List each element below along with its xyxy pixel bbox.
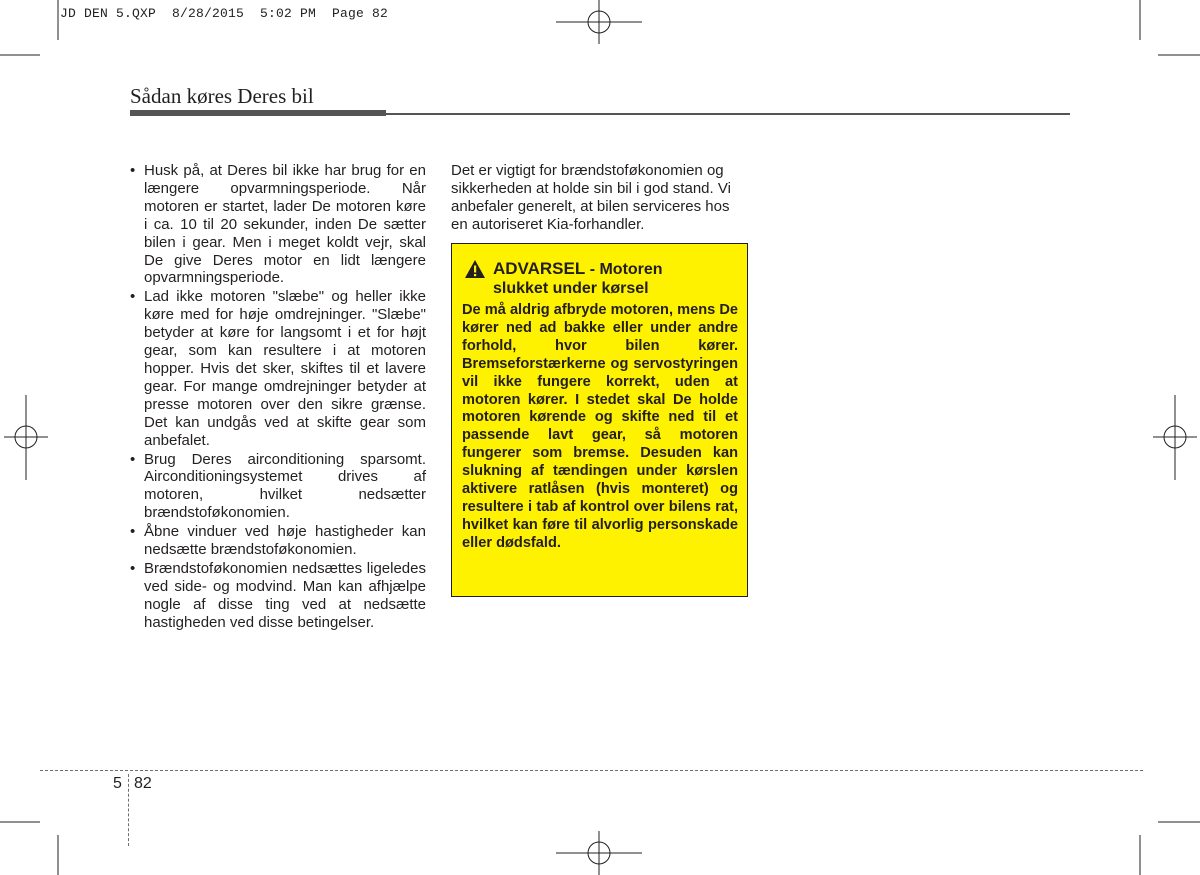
bullet-item — [128, 451, 426, 523]
registration-mark-top — [556, 0, 642, 44]
right-column — [451, 162, 749, 234]
header-rule-thick — [130, 110, 386, 116]
bullet-text: Brændstoføkonomien nedsættes ligeledes ved side- og modvind. Man kan afhjælpe nogle af disse ting ved at nedsætte hastigheden ved disse betingelser. — [144, 559, 426, 631]
registration-mark-right — [1153, 395, 1197, 480]
warning-box — [451, 243, 748, 597]
footer-dashed-rule — [40, 770, 1143, 771]
bullet-text: Brug Deres airconditioning sparsomt. Airconditioningsystemet drives af motoren, hvilket nedsætter brændstoføkonomien. — [144, 450, 426, 522]
warning-title — [493, 259, 663, 280]
intro-paragraph: Det er vigtigt for brændstoføkonomien og sikkerheden at holde sin bil i god stand. Vi anbefaler generelt, at bilen serviceres hos en autoriseret Kia-forhandler. — [451, 162, 731, 233]
print-slug: JD DEN 5.QXP 8/28/2015 5:02 PM Page 82 — [60, 6, 389, 21]
page-section-number: 5 — [113, 775, 122, 792]
header-rule-thin — [386, 113, 1070, 115]
registration-mark-bottom — [556, 831, 642, 875]
bullet-dot: • — [130, 450, 136, 468]
left-column — [128, 162, 426, 633]
bullet-item — [128, 288, 426, 449]
footer-vertical-dashed-rule — [128, 774, 129, 846]
bullet-text: Lad ikke motoren "slæbe" og heller ikke køre med for høje omdrejninger. "Slæbe" betyder at køre for langsomt i et for højt gear, som kan resultere i at motoren hopper. Hvis det sker, skiftes til et lavere gear. For mange omdrejninger betyder at presse motoren over den sikre grænse. Det kan undgås ved at skifte gear som anbefalet. — [144, 288, 426, 449]
bullet-text: Åbne vinduer ved høje hastigheder kan nedsætte brændstoføkonomien. — [144, 523, 426, 559]
bullet-item — [128, 162, 426, 287]
warning-title-line2: slukket under kørsel — [493, 280, 649, 297]
warning-label: ADVARSEL — [493, 259, 586, 278]
warning-triangle-icon — [464, 259, 486, 279]
bullet-dot: • — [130, 523, 136, 541]
bullet-item — [128, 560, 426, 632]
registration-mark-left — [4, 395, 48, 480]
bullet-item — [128, 523, 426, 559]
warning-body: De må aldrig afbryde motoren, mens De kører ned ad bakke eller under andre forhold, hvor bilen kører. Bremseforstærkerne og servostyringen vil ikke fungere korrekt, uden at motoren kører. I stedet skal De holde motoren kørende og skifte ned til et passende lavt gear, så motoren fungerer som bremse. Desuden kan slukning af tændingen under kørslen aktivere ratlåsen (hvis monteret) og resultere i tab af kontrol over bilens rat, hvilket kan føre til alvorlig personskade eller dødsfald. — [462, 302, 738, 551]
bullet-text: Husk på, at Deres bil ikke har brug for en længere opvarmningsperiode. Når motoren er startet, lader De motoren køre i ca. 10 til 20 sekunder, inden De sætter bilen i gear. Men i meget koldt vejr, skal De give Deres motor en lidt længere opvarmningsperiode. — [144, 162, 426, 287]
warning-title-rest: - Motoren — [585, 261, 663, 278]
bullet-dot: • — [130, 288, 136, 306]
bullet-dot: • — [130, 162, 136, 179]
bullet-dot: • — [130, 559, 136, 577]
page-section-title: Sådan køres Deres bil — [130, 84, 314, 108]
page-number: 82 — [134, 775, 152, 792]
